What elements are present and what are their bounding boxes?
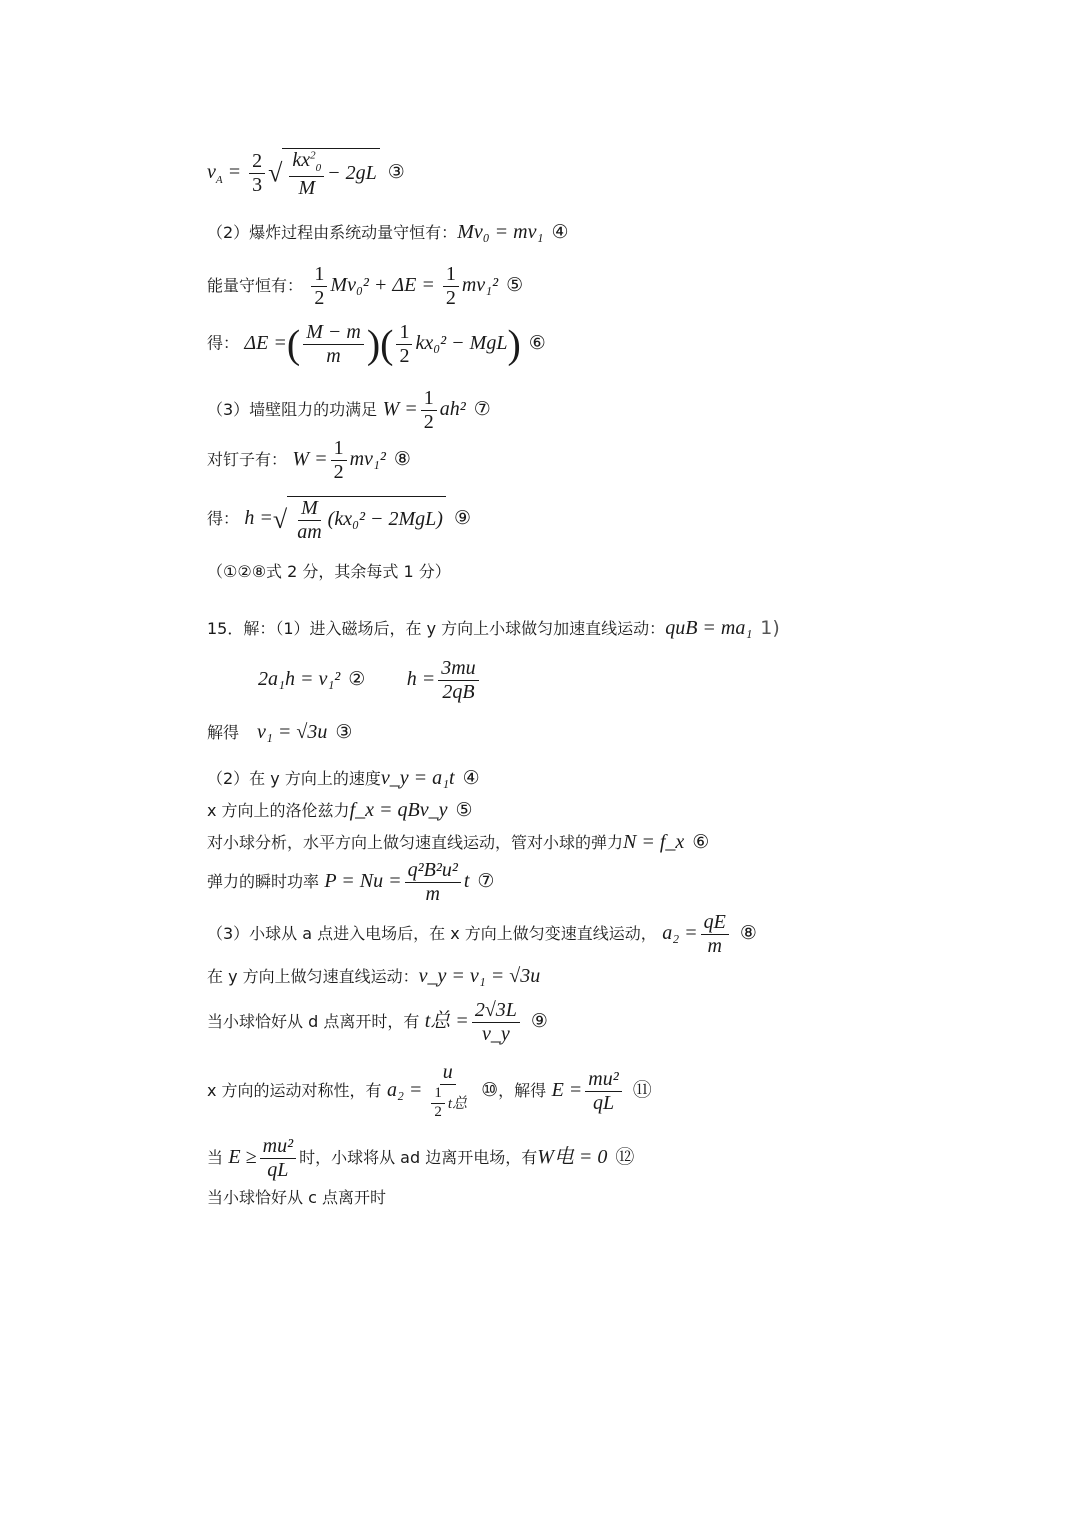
q15-eq4: （2）在 y 方向上的速度v_y = a₁t ④ (207, 767, 480, 789)
circled-mark: ③ (387, 160, 405, 183)
q15-eq12: 当 E ≥ $\frac{\text{mu²}}{qL}$ 时，小球将从 ad 边离开电场，有W电 = 0 ⑫ (207, 1135, 635, 1181)
nail-work: 对钉子有： W = $\frac{1}{2}$ mv₁² ⑧ (207, 437, 411, 483)
h-result: 得： h =√ $\frac{M}{am}$ (kx₀² − 2MgL) ⑨ (207, 497, 472, 543)
q15-eq10-11: x 方向的运动对称性，有 a₂ = u $\frac{1}{2}$ t总 ⑩，解得 E = $\frac{\text{mu²}}{qL}$ ⑪ (207, 1061, 652, 1120)
q15-eq6: 对小球分析，水平方向上做匀速直线运动，管对小球的弹力N = f_x ⑥ (207, 831, 710, 853)
part3-wall-work: （3）墙壁阻力的功满足 W = $\frac{1}{2}$ ah² ⑦ (207, 387, 491, 433)
q15-eq8: （3）小球从 a 点进入电场后，在 x 方向上做匀变速直线运动， a₂ = $\frac{qE}{m}$ ⑧ (207, 911, 757, 957)
score-note: （①②⑧式 2 分，其余每式 1 分） (207, 562, 451, 581)
energy-conservation: 能量守恒有： $\frac{1}{2}$ Mv₀² + ΔE = $\frac{1}{2}$ mv₁² ⑤ (207, 263, 524, 309)
q15-part1: 15．解：（1）进入磁场后，在 y 方向上小球做匀加速直线运动：quB = ma₁ 1) (207, 617, 780, 639)
q15-eq5: x 方向上的洛伦兹力f_x = qBv_y ⑤ (207, 799, 473, 821)
q15-y-motion: 在 y 方向上做匀速直线运动：v_y = v₁ = √3u (207, 965, 541, 987)
q15-eq9: 当小球恰好从 d 点离开时，有 t总 = $\frac{2√3L}{v\_y}$ ⑨ (207, 999, 548, 1045)
eq-va: $v_A$ = $\frac{2}{3}$ √ $\frac{kx^2_0}{M}$ − 2gL ③ (207, 149, 405, 199)
q15-last-line: 当小球恰好从 c 点离开时 (207, 1188, 386, 1207)
q15-eq2: 2a₁h = v₁² ② h = $\frac{3mu}{2qB}$ (258, 658, 482, 703)
delta-e-result: 得： ΔE =( $\frac{M - m}{m}$ )( $\frac{1}{2}$ kx₀² − MgL) ⑥ (207, 320, 546, 367)
part2-momentum: （2）爆炸过程由系统动量守恒有：Mv₀ = mv₁ ④ (207, 221, 569, 243)
q15-eq3: 解得 v₁ = √3u ③ (207, 721, 353, 743)
q15-eq7: 弹力的瞬时功率 P = Nu = $\frac{\text{q²B²u²}}{m}$ t ⑦ (207, 859, 495, 905)
